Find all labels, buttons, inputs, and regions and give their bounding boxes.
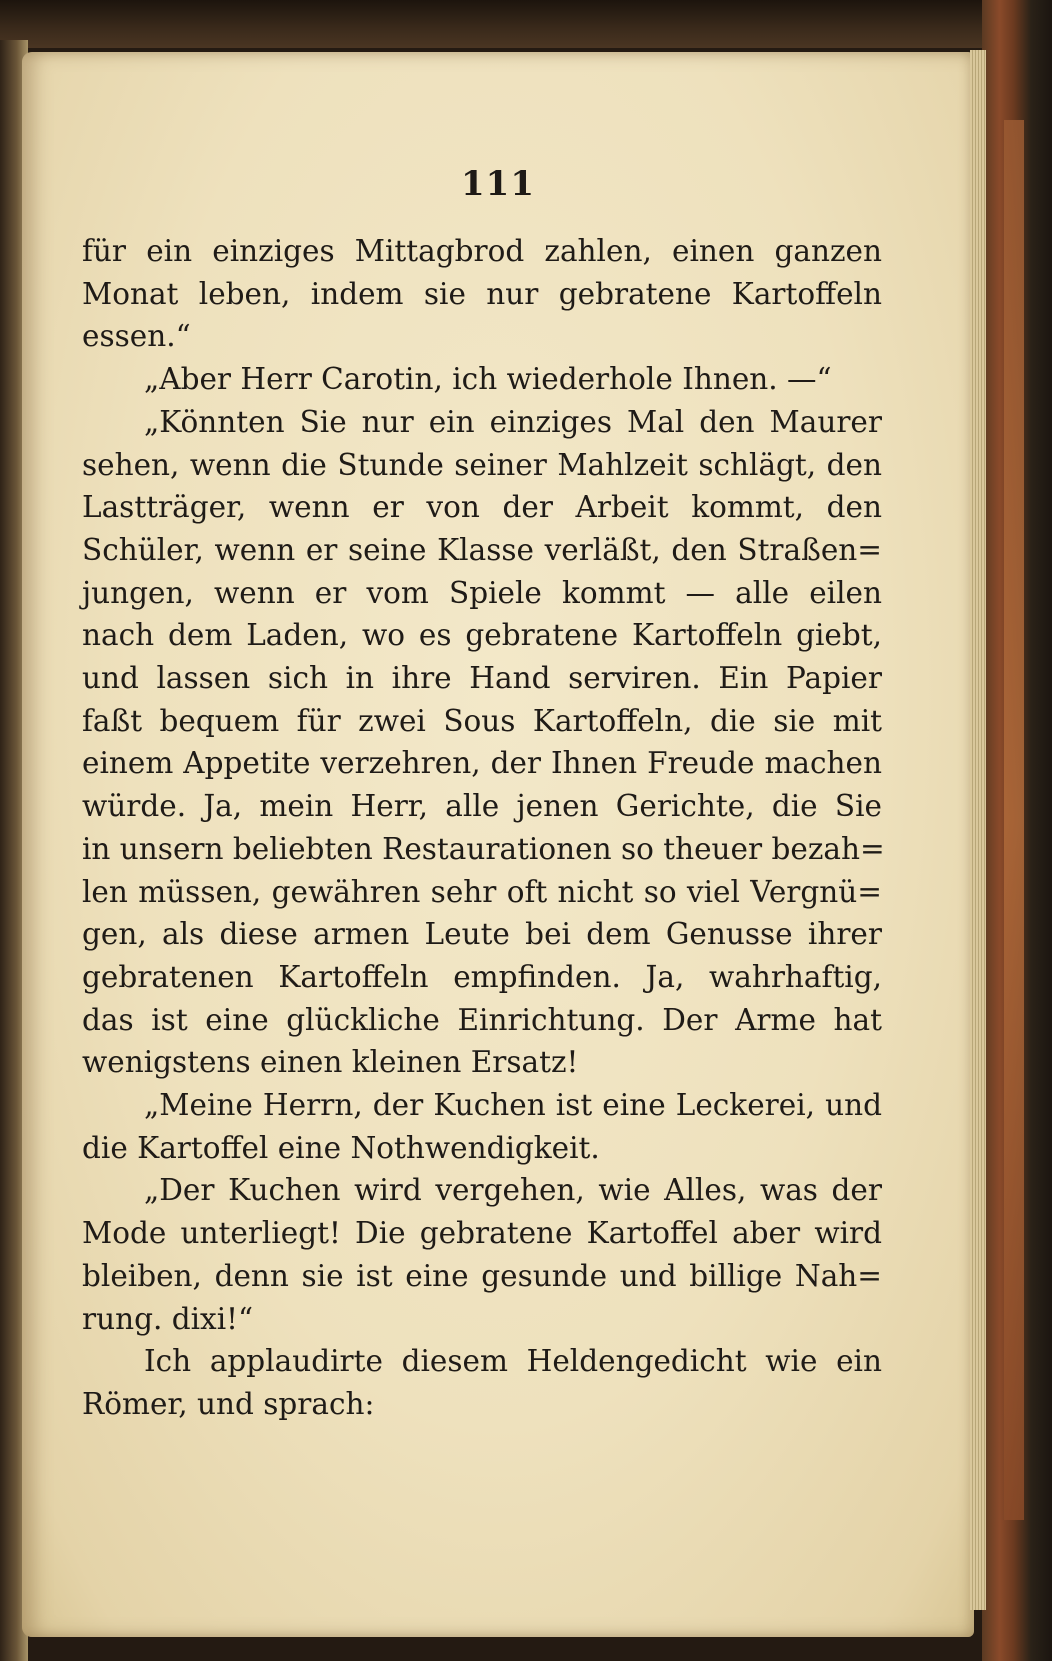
text-line: nach dem Laden, wo es gebratene Kartoffeln giebt, xyxy=(82,618,882,653)
text-line: Schüler, wenn er seine Klasse verläßt, den Straßen= xyxy=(82,532,882,567)
text-line: die Kartoffel eine Nothwendigkeit. xyxy=(82,1130,600,1165)
text-line: Römer, und sprach: xyxy=(82,1386,375,1421)
text-line: essen.“ xyxy=(82,319,191,354)
text-line: len müssen, gewähren sehr oft nicht so viel Vergnü= xyxy=(82,874,882,909)
text-line: faßt bequem für zwei Sous Kartoffeln, die sie mit xyxy=(82,703,882,738)
text-line: das ist eine glückliche Einrichtung. Der Arme hat xyxy=(82,1002,882,1037)
text-line: Lastträger, wenn er von der Arbeit kommt, den xyxy=(82,490,882,525)
text-line: gen, als diese armen Leute bei dem Genusse ihrer xyxy=(82,917,882,952)
text-line: sehen, wenn die Stunde seiner Mahlzeit schlägt, den xyxy=(82,447,882,482)
text-line: „Könnten Sie nur ein einziges Mal den Maurer xyxy=(144,404,882,439)
text-line: Ich applaudirte diesem Heldengedicht wie ein xyxy=(144,1344,882,1379)
text-line: „Aber Herr Carotin, ich wiederhole Ihnen. —“ xyxy=(144,362,832,397)
text-line: gebratenen Kartoffeln empfinden. Ja, wahrhaftig, xyxy=(82,959,882,994)
text-line: würde. Ja, mein Herr, alle jenen Gerichte, die Sie xyxy=(82,789,882,824)
text-line: „Der Kuchen wird vergehen, wie Alles, was der xyxy=(144,1173,882,1208)
book-cover-top xyxy=(0,0,1052,48)
text-line: jungen, wenn er vom Spiele kommt — alle eilen xyxy=(82,575,882,610)
text-line: in unsern beliebten Restaurationen so theuer bezah= xyxy=(82,831,885,866)
text-line: Mode unterliegt! Die gebratene Kartoffel aber wird xyxy=(82,1216,882,1251)
text-line: Monat leben, indem sie nur gebratene Kartoffeln xyxy=(82,276,882,311)
page-edges xyxy=(970,50,986,1610)
body-text xyxy=(82,230,885,1426)
text-line: und lassen sich in ihre Hand serviren. Ein Papier xyxy=(82,661,882,696)
text-line: bleiben, denn sie ist eine gesunde und billige Nah= xyxy=(82,1258,882,1293)
cover-leather-stripe xyxy=(1004,120,1024,1520)
text-line: einem Appetite verzehren, der Ihnen Freude machen xyxy=(82,746,882,781)
text-line: für ein einziges Mittagbrod zahlen, einen ganzen xyxy=(82,234,882,268)
text-line: rung. dixi!“ xyxy=(82,1301,254,1336)
page-number: 111 xyxy=(461,164,535,204)
text-line: „Meine Herrn, der Kuchen ist eine Leckerei, und xyxy=(144,1088,882,1123)
book-page xyxy=(22,52,974,1637)
book-cover-edge xyxy=(982,0,1052,1661)
text-line: wenigstens einen kleinen Ersatz! xyxy=(82,1045,579,1080)
